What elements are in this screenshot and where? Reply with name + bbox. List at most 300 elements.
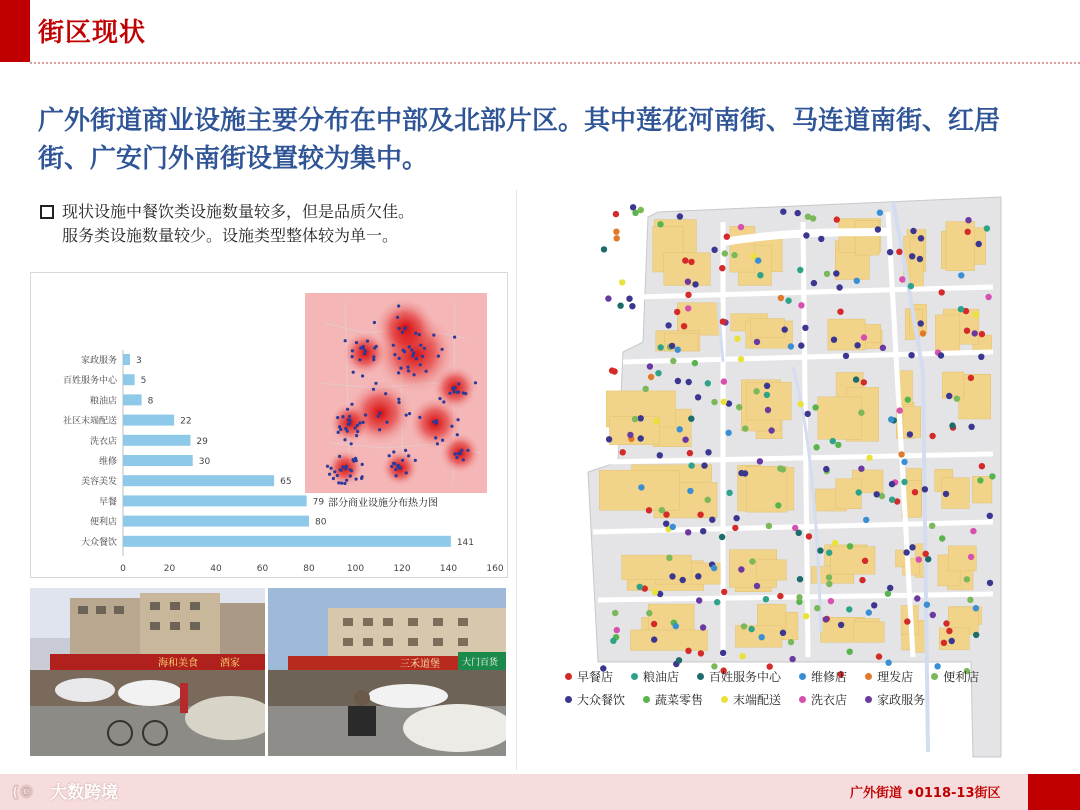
facility-point — [696, 597, 702, 603]
building-block — [677, 303, 720, 335]
title-divider — [30, 62, 1080, 64]
heat-point — [456, 391, 459, 394]
heat-point — [437, 355, 440, 358]
facility-point — [726, 490, 732, 496]
heat-point — [341, 415, 344, 418]
facility-point — [651, 636, 657, 642]
heat-point — [349, 474, 352, 477]
facility-point — [987, 513, 993, 519]
heat-point — [374, 382, 377, 385]
heat-point — [453, 386, 456, 389]
data-label: 3 — [135, 356, 142, 366]
title-accent-bar — [0, 0, 30, 62]
facility-point — [754, 339, 760, 345]
facility-point — [780, 209, 786, 215]
facility-point — [759, 634, 765, 640]
legend-item — [799, 691, 847, 708]
heat-point — [355, 478, 358, 481]
x-tick-label: 80 — [303, 564, 315, 574]
facility-point — [643, 386, 649, 392]
legend-dot-icon — [565, 696, 572, 703]
facility-point — [720, 318, 726, 324]
facility-point — [941, 640, 947, 646]
facility-point — [938, 352, 944, 358]
heat-point — [397, 371, 400, 374]
facility-point — [838, 622, 844, 628]
heat-point — [448, 392, 451, 395]
heat-point — [455, 456, 458, 459]
legend-item — [721, 691, 781, 708]
facility-point — [725, 430, 731, 436]
heat-point — [432, 420, 435, 423]
facility-point — [910, 228, 916, 234]
facility-point — [688, 416, 694, 422]
facility-point — [949, 638, 955, 644]
facility-point — [657, 452, 663, 458]
facility-point — [766, 523, 772, 529]
facility-point — [899, 276, 905, 282]
facility-point — [970, 528, 976, 534]
heat-point — [350, 403, 353, 406]
facility-point — [823, 616, 829, 622]
heat-point — [344, 339, 347, 342]
facility-point — [964, 576, 970, 582]
facility-point — [764, 383, 770, 389]
facility-point — [903, 549, 909, 555]
facility-point — [846, 606, 852, 612]
facility-point — [968, 554, 974, 560]
facility-point — [687, 450, 693, 456]
facility-point — [638, 484, 644, 490]
heat-point — [432, 334, 435, 337]
heat-point — [453, 336, 456, 339]
facility-point — [826, 550, 832, 556]
facility-point — [741, 623, 747, 629]
facility-point — [885, 591, 891, 597]
facility-point — [765, 407, 771, 413]
heat-point — [421, 355, 424, 358]
legend-label: 理发店 — [877, 670, 914, 684]
facility-point — [732, 525, 738, 531]
facility-point — [964, 328, 970, 334]
facility-point — [889, 497, 895, 503]
facility-point — [700, 624, 706, 630]
heat-point — [419, 344, 422, 347]
bar — [123, 536, 451, 547]
facility-point — [697, 512, 703, 518]
x-tick-label: 140 — [439, 564, 458, 574]
heat-point — [405, 471, 408, 474]
heat-point — [410, 348, 413, 351]
facility-point — [958, 272, 964, 278]
heat-point — [377, 415, 380, 418]
category-label: 美容美发 — [80, 477, 117, 488]
facility-point — [627, 432, 633, 438]
heatmap-image — [305, 293, 487, 493]
heat-point — [392, 344, 395, 347]
photo-left-sign-1: 海和美食 — [158, 658, 198, 669]
facility-point — [675, 347, 681, 353]
heat-point — [401, 459, 404, 462]
heat-point — [442, 400, 445, 403]
facility-point — [612, 610, 618, 616]
facility-point — [823, 466, 829, 472]
facility-point — [655, 370, 661, 376]
facility-point — [909, 544, 915, 550]
facility-point — [803, 232, 809, 238]
facility-point — [817, 547, 823, 553]
page-title: 街区现状 — [38, 18, 147, 48]
facility-point — [965, 229, 971, 235]
heat-point — [401, 331, 404, 334]
facility-point — [923, 551, 929, 557]
facility-point — [657, 221, 663, 227]
bullet-text: 现状设施中餐饮类设施数量较多，但是品质欠佳。 服务类设施数量较少。设施类型整体较为单一。 — [62, 202, 415, 245]
legend-dot-icon — [865, 673, 872, 680]
facility-point — [788, 639, 794, 645]
facility-point — [901, 479, 907, 485]
heat-point — [412, 351, 415, 354]
facility-point — [675, 378, 681, 384]
facility-point — [754, 583, 760, 589]
building-block — [818, 397, 862, 439]
facility-point — [831, 337, 837, 343]
heat-point — [390, 465, 393, 468]
heat-point — [336, 416, 339, 419]
legend-label: 洗衣店 — [811, 693, 848, 707]
facility-point — [795, 210, 801, 216]
legend-label: 大众餐饮 — [577, 693, 626, 707]
facility-point — [896, 249, 902, 255]
heat-point — [457, 382, 460, 385]
heat-point — [366, 340, 369, 343]
facility-point — [908, 283, 914, 289]
heat-point — [466, 449, 469, 452]
heat-point — [337, 431, 340, 434]
heat-point — [399, 367, 402, 370]
bar — [123, 516, 309, 527]
facility-point — [695, 573, 701, 579]
facility-point — [954, 396, 960, 402]
facility-point — [724, 234, 730, 240]
facility-point — [665, 322, 671, 328]
x-tick-label: 160 — [486, 564, 504, 574]
data-label: 29 — [196, 436, 208, 447]
facility-point — [646, 507, 652, 513]
facility-point — [946, 628, 952, 634]
facility-point — [862, 558, 868, 564]
x-tick-label: 120 — [393, 564, 411, 574]
facility-point — [647, 363, 653, 369]
building-block — [942, 372, 964, 398]
facility-point — [965, 217, 971, 223]
facility-point — [709, 517, 715, 523]
heat-point — [462, 391, 465, 394]
heat-point — [395, 474, 398, 477]
facility-point — [714, 599, 720, 605]
facility-point — [768, 427, 774, 433]
heat-point — [348, 419, 351, 422]
heat-point — [337, 481, 340, 484]
heatmap-caption: 部分商业设施分布热力图 — [328, 498, 438, 509]
facility-point — [610, 638, 616, 644]
data-label: 79 — [312, 497, 325, 508]
heat-point — [441, 439, 444, 442]
facility-point — [812, 404, 818, 410]
facility-point — [681, 323, 687, 329]
heat-point — [340, 469, 343, 472]
heat-point — [450, 425, 453, 428]
facility-point — [909, 253, 915, 259]
facility-point — [889, 481, 895, 487]
heat-point — [413, 373, 416, 376]
facility-point — [663, 511, 669, 517]
facility-point — [978, 354, 984, 360]
facility-point — [719, 534, 725, 540]
heat-point — [338, 455, 341, 458]
facility-point — [785, 298, 791, 304]
facility-point — [742, 425, 748, 431]
facility-point — [797, 576, 803, 582]
category-label: 早餐 — [98, 497, 117, 508]
facility-point — [692, 281, 698, 287]
heat-point — [407, 454, 410, 457]
heat-point — [358, 421, 361, 424]
facility-point — [711, 565, 717, 571]
facility-point — [922, 486, 928, 492]
legend-label: 粮油店 — [643, 670, 680, 684]
facility-point — [798, 302, 804, 308]
facility-point — [837, 309, 843, 315]
facility-point — [802, 325, 808, 331]
facility-point — [700, 528, 706, 534]
facility-point — [968, 424, 974, 430]
building-block — [751, 319, 785, 338]
photo-right-sign-2: 大门百货 — [462, 658, 499, 668]
facility-point — [833, 270, 839, 276]
facility-point — [780, 630, 786, 636]
building-block — [855, 220, 879, 255]
facility-point — [638, 415, 644, 421]
heat-point — [346, 430, 349, 433]
legend-row-1 — [565, 668, 1005, 685]
facility-point — [620, 449, 626, 455]
heat-point — [326, 465, 329, 468]
facility-point — [738, 566, 744, 572]
facility-point — [677, 213, 683, 219]
heat-point — [332, 477, 335, 480]
facility-point — [777, 593, 783, 599]
facility-point — [617, 303, 623, 309]
heat-point — [407, 369, 410, 372]
facility-point — [943, 620, 949, 626]
heat-point — [333, 470, 336, 473]
building-block — [631, 630, 708, 650]
heat-point — [351, 355, 354, 358]
facility-point — [887, 249, 893, 255]
building-block — [946, 222, 975, 271]
facility-point — [877, 210, 883, 216]
facility-point — [753, 388, 759, 394]
facility-point — [797, 267, 803, 273]
heat-point — [398, 327, 401, 330]
facility-point — [836, 284, 842, 290]
facility-point — [826, 574, 832, 580]
heat-point — [348, 415, 351, 418]
heat-point — [415, 357, 418, 360]
heat-point — [394, 468, 397, 471]
facility-point — [826, 581, 832, 587]
facility-point — [749, 558, 755, 564]
building-block — [730, 226, 755, 272]
legend-item — [931, 668, 979, 685]
heat-point — [354, 457, 357, 460]
facility-point — [685, 648, 691, 654]
heat-point — [406, 366, 409, 369]
heat-point — [373, 321, 376, 324]
facility-point — [711, 399, 717, 405]
facility-point — [930, 612, 936, 618]
heat-point — [414, 459, 417, 462]
heat-point — [343, 438, 346, 441]
facility-point — [854, 342, 860, 348]
facility-point — [929, 433, 935, 439]
heat-point — [398, 401, 401, 404]
facility-point — [788, 343, 794, 349]
building-block — [910, 238, 923, 287]
data-label: 30 — [198, 457, 211, 467]
legend-item — [799, 668, 847, 685]
facility-point — [674, 309, 680, 315]
heat-point — [408, 412, 411, 415]
heat-point — [356, 430, 359, 433]
heat-point — [350, 442, 353, 445]
heat-point — [385, 421, 388, 424]
footer-label: 广外街道 •0118-13街区 — [850, 786, 1001, 801]
building-block — [939, 628, 969, 650]
legend-dot-icon — [631, 673, 638, 680]
facility-point — [685, 529, 691, 535]
heat-point — [378, 411, 381, 414]
heat-point — [405, 414, 408, 417]
facility-point — [698, 650, 704, 656]
facility-point — [614, 627, 620, 633]
bullet-square-icon — [40, 205, 54, 219]
x-tick-label: 40 — [210, 564, 222, 574]
facility-point — [775, 502, 781, 508]
legend-label: 百姓服务中心 — [709, 670, 782, 684]
category-label: 洗衣店 — [89, 436, 117, 447]
facility-point — [875, 226, 881, 232]
facility-point — [880, 345, 886, 351]
heat-point — [392, 450, 395, 453]
heat-point — [419, 363, 422, 366]
facility-point — [887, 585, 893, 591]
building-block — [757, 560, 787, 580]
svg-text:(©: (© — [12, 782, 34, 801]
facility-point — [705, 380, 711, 386]
category-label: 粮油店 — [89, 396, 117, 407]
facility-point — [907, 431, 913, 437]
building-block — [935, 315, 959, 353]
legend-dot-icon — [697, 673, 704, 680]
map-legend — [565, 668, 1005, 714]
legend-label: 蔬菜零售 — [655, 693, 704, 707]
heat-point — [404, 326, 407, 329]
heat-point — [345, 465, 348, 468]
heat-point — [373, 346, 376, 349]
facility-point — [782, 326, 788, 332]
facility-point — [803, 613, 809, 619]
heat-point — [364, 349, 367, 352]
facility-point — [805, 214, 811, 220]
facility-point — [606, 436, 612, 442]
facility-point — [828, 598, 834, 604]
facility-point — [685, 292, 691, 298]
facility-point — [917, 256, 923, 262]
building-block — [854, 622, 885, 642]
facility-point — [719, 265, 725, 271]
facility-point — [798, 342, 804, 348]
facility-point — [905, 397, 911, 403]
facility-point — [818, 236, 824, 242]
heat-point — [393, 462, 396, 465]
facility-point — [669, 573, 675, 579]
bar — [123, 455, 193, 466]
facility-point — [847, 649, 853, 655]
bar — [123, 475, 274, 486]
legend-dot-icon — [721, 696, 728, 703]
facility-point — [705, 497, 711, 503]
x-tick-label: 60 — [256, 564, 269, 574]
heat-point — [435, 419, 438, 422]
facility-point — [653, 418, 659, 424]
facility-point — [858, 466, 864, 472]
x-tick-label: 20 — [163, 564, 176, 574]
facility-point — [736, 404, 742, 410]
heat-point — [404, 449, 407, 452]
facility-point — [967, 597, 973, 603]
heat-point — [399, 466, 402, 469]
facility-point — [858, 410, 864, 416]
heat-point — [384, 392, 387, 395]
facility-point — [670, 524, 676, 530]
heat-point — [339, 428, 342, 431]
facility-point — [920, 330, 926, 336]
heat-point — [453, 452, 456, 455]
heat-point — [458, 451, 461, 454]
facility-point — [861, 334, 867, 340]
facility-point — [898, 451, 904, 457]
facility-point — [789, 656, 795, 662]
photo-left-sign-2: 酒家 — [220, 658, 240, 669]
facility-point — [806, 533, 812, 539]
heat-point — [343, 482, 346, 485]
heat-point — [457, 418, 460, 421]
facility-point — [763, 596, 769, 602]
facility-point — [630, 204, 636, 210]
facility-point — [805, 411, 811, 417]
headline: 广外街道商业设施主要分布在中部及北部片区。其中莲花河南街、马连道南街、红居街、广安门外南街设置较为集中。 — [38, 106, 1001, 174]
category-label: 家政服务 — [80, 356, 117, 366]
facility-point — [711, 247, 717, 253]
facility-point — [914, 595, 920, 601]
heat-point — [397, 398, 400, 401]
facility-point — [874, 491, 880, 497]
heat-point — [441, 348, 444, 351]
facility-point — [748, 626, 754, 632]
heat-point — [361, 475, 364, 478]
